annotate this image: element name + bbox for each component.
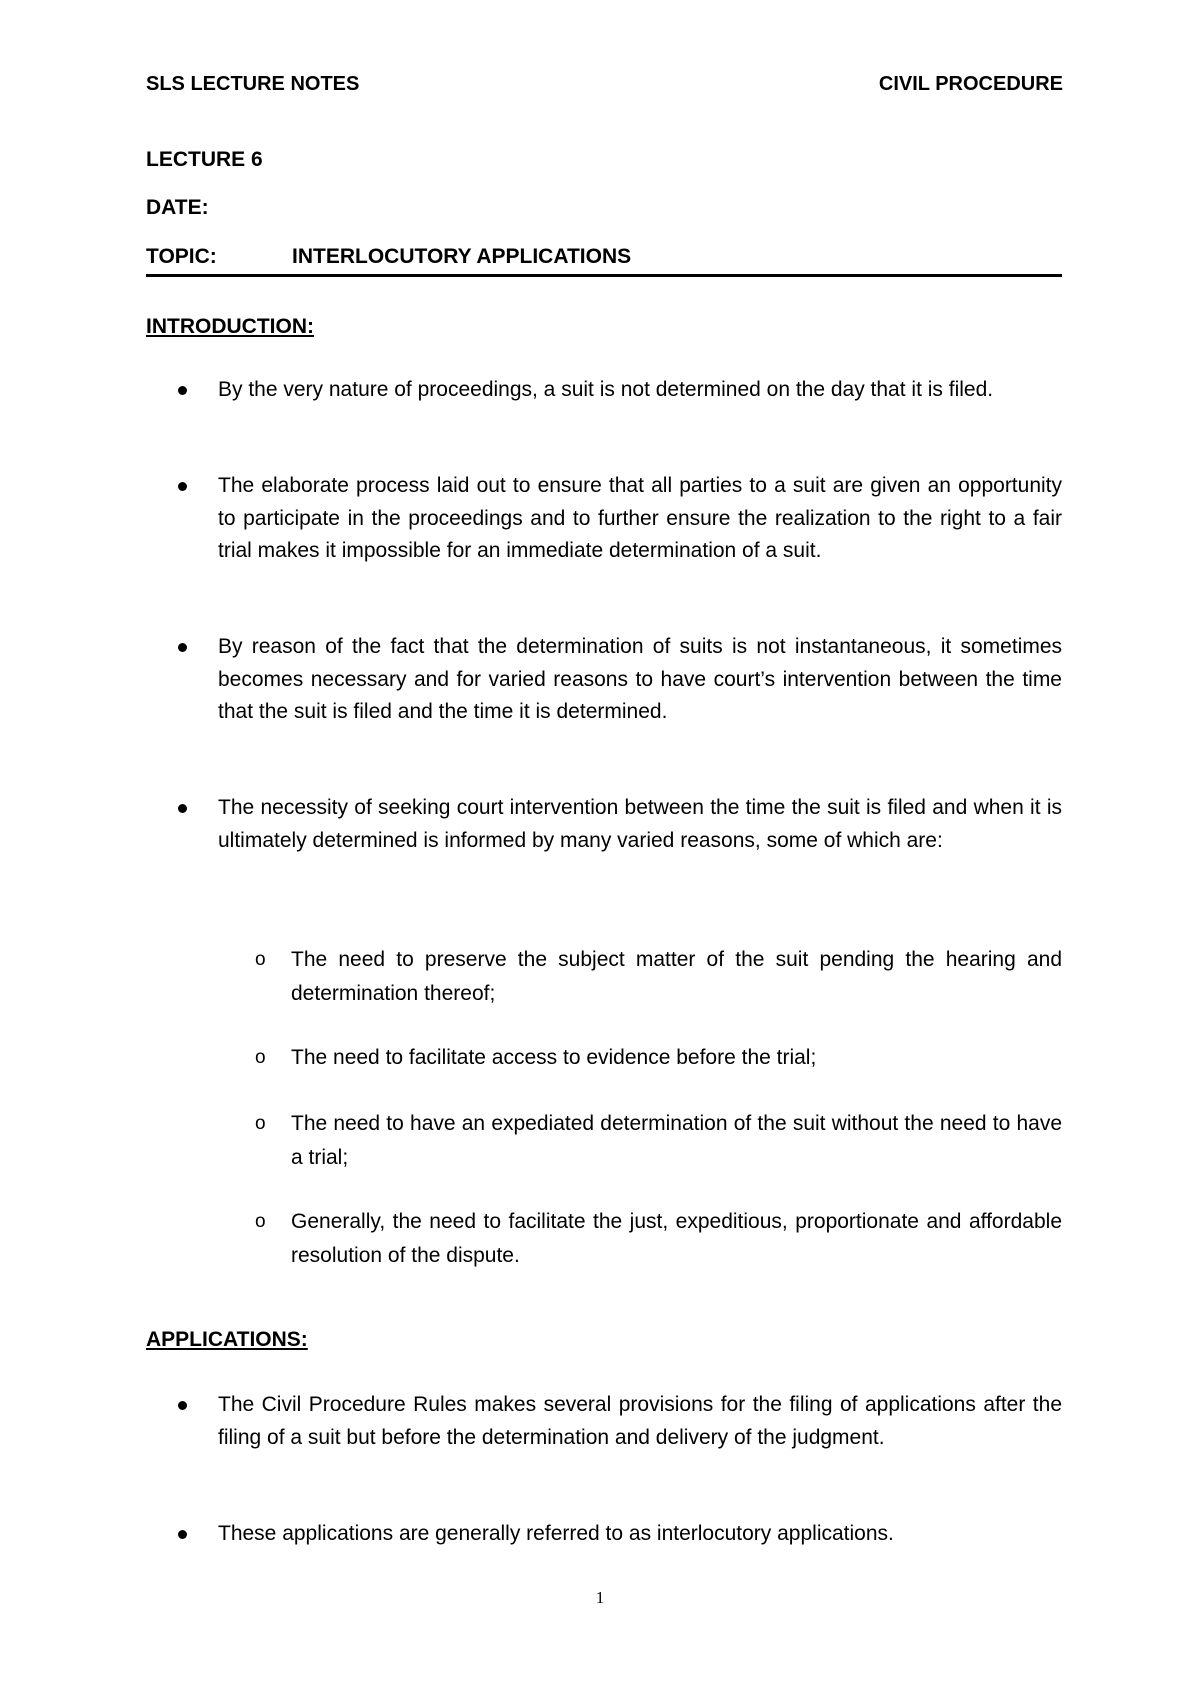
intro-bullet-2 <box>218 470 1062 568</box>
date-label: DATE: <box>146 196 209 219</box>
intro-sub-bullet-3 <box>255 1107 1062 1175</box>
intro-sub-bullet-2 <box>255 1041 1062 1075</box>
header-subject-label: CIVIL PROCEDURE <box>878 73 1063 95</box>
applications-heading: APPLICATIONS: <box>146 1328 308 1351</box>
topic-label: TOPIC: <box>146 245 217 268</box>
circle-bullet-icon: o <box>255 1211 266 1232</box>
bullet-icon <box>178 643 187 652</box>
bullet-icon <box>178 386 187 395</box>
page-number: 1 <box>595 1588 605 1607</box>
applications-bullet-text: These applications are generally referred to as interlocutory applications. <box>218 1522 894 1545</box>
introduction-heading: INTRODUCTION: <box>146 315 314 338</box>
intro-bullet-text: By the very nature of proceedings, a suit is not determined on the day that it is filed. <box>218 378 994 401</box>
topic-title: INTERLOCUTORY APPLICATIONS <box>292 245 632 268</box>
intro-bullet-4 <box>218 792 1062 857</box>
applications-bullet-1 <box>218 1389 1062 1454</box>
bullet-icon <box>178 1530 187 1539</box>
circle-bullet-icon: o <box>255 1047 266 1068</box>
intro-sub-bullet-4 <box>255 1205 1062 1273</box>
lecture-number: LECTURE 6 <box>146 148 263 171</box>
intro-bullet-1 <box>218 374 1062 407</box>
bullet-icon <box>178 1401 187 1410</box>
sub-bullet-text: The need to have an expediated determination of the suit without the need to have a trial; <box>291 1112 1062 1169</box>
intro-bullet-text: The elaborate process laid out to ensure that all parties to a suit are given an opportunity to participate in the proceedings and to further ensure the realization to the right to a fair trial makes it impossible for an immediate determination of a suit. <box>218 474 1062 562</box>
intro-sub-bullet-1 <box>255 943 1062 1011</box>
circle-bullet-icon: o <box>255 949 266 970</box>
bullet-icon <box>178 482 187 491</box>
intro-bullet-text: The necessity of seeking court intervention between the time the suit is filed and when it is ultimately determined is informed by many varied reasons, some of which are: <box>218 796 1062 852</box>
circle-bullet-icon: o <box>255 1113 266 1134</box>
applications-bullet-2 <box>218 1518 1062 1551</box>
intro-bullet-text: By reason of the fact that the determination of suits is not instantaneous, it sometimes becomes necessary and for varied reasons to have court’s intervention between the time that the suit is filed and the time it is determined. <box>218 635 1062 723</box>
bullet-icon <box>178 804 187 813</box>
sub-bullet-text: Generally, the need to facilitate the just, expeditious, proportionate and affordable resolution of the dispute. <box>291 1210 1062 1267</box>
topic-line <box>146 244 1062 277</box>
sub-bullet-text: The need to facilitate access to evidence before the trial; <box>291 1046 817 1069</box>
applications-bullet-text: The Civil Procedure Rules makes several provisions for the filing of applications after the filing of a suit but before the determination and delivery of the judgment. <box>218 1393 1062 1449</box>
sub-bullet-text: The need to preserve the subject matter of the suit pending the hearing and determination thereof; <box>291 948 1062 1005</box>
intro-bullet-3 <box>218 631 1062 729</box>
header-course-label: SLS LECTURE NOTES <box>146 73 360 95</box>
